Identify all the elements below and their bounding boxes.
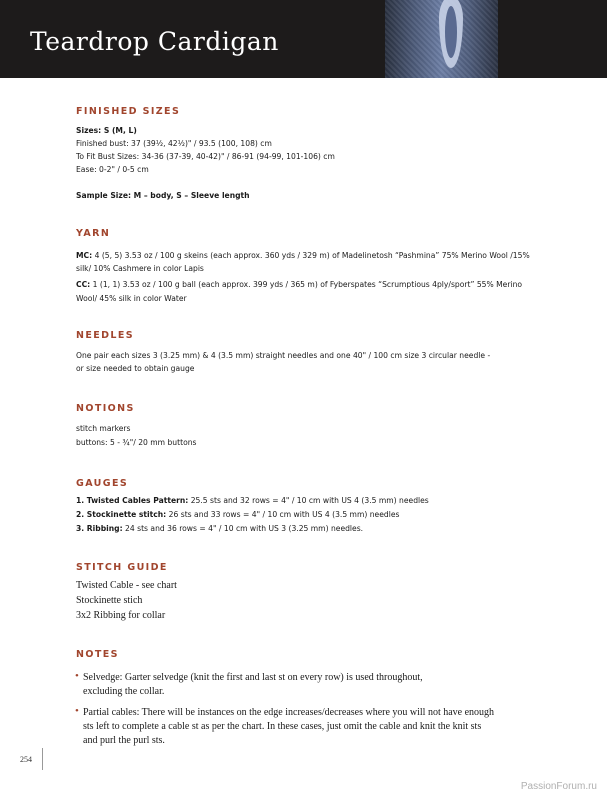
- sizes-text: Sizes: S (M, L): [76, 126, 137, 135]
- yarn-mc-line2: silk/ 10% Cashmere in color Lapis: [76, 264, 204, 273]
- note-2-line3: and purl the purl sts.: [83, 735, 165, 746]
- stitch-guide-item-1: Twisted Cable - see chart: [76, 580, 177, 591]
- notions-heading: NOTIONS: [76, 403, 135, 414]
- page-number-rule: [42, 748, 43, 770]
- cardigan-photo: [385, 0, 498, 78]
- notions-line1: stitch markers: [76, 424, 131, 433]
- needles-heading: NEEDLES: [76, 330, 135, 341]
- note-1-line1: Selvedge: Garter selvedge (knit the first and last st on every row) is used throughout,: [83, 672, 423, 683]
- gauge-text-2: 26 sts and 33 rows = 4" / 10 cm with US 4 (3.5 mm) needles: [168, 510, 400, 519]
- page-title: Teardrop Cardigan: [30, 27, 279, 56]
- gauges-heading: GAUGES: [76, 478, 129, 489]
- finished-sizes-heading: FINISHED SIZES: [76, 106, 181, 117]
- finished-bust: Finished bust: 37 (39½, 42½)" / 93.5 (100, 108) cm: [76, 139, 272, 148]
- note-2-line2: sts left to complete a cable st as per the chart. In these cases, just omit the cable and knit the knit sts: [83, 721, 482, 732]
- title-banner: [0, 0, 607, 78]
- sizes-label: [76, 126, 137, 136]
- page-number: 254: [20, 755, 32, 764]
- teardrop-inner: [445, 6, 457, 58]
- note-1-line2: excluding the collar.: [83, 686, 165, 697]
- gauge-text-3: 24 sts and 36 rows = 4" / 10 cm with US 3 (3.25 mm) needles.: [125, 524, 364, 533]
- fit-bust: To Fit Bust Sizes: 34-36 (37-39, 40-42)" / 86-91 (94-99, 101-106) cm: [76, 152, 335, 161]
- cc-label: CC:: [76, 280, 91, 289]
- gauge-label-2: 2. Stockinette stitch:: [76, 510, 167, 519]
- note-2-line1: Partial cables: There will be instances on the edge increases/decreases where you will not have enough: [83, 707, 495, 718]
- gauge-label-1: 1. Twisted Cables Pattern:: [76, 496, 189, 505]
- yarn-cc-line1: [76, 280, 522, 290]
- watermark: PassionForum.ru: [520, 781, 597, 792]
- gauge-item-3: [76, 524, 363, 534]
- yarn-heading: YARN: [76, 228, 111, 239]
- cc-text: 1 (1, 1) 3.53 oz / 100 g ball (each approx. 399 yds / 365 m) of Fyberspates “Scrumptious 4ply/sport” 55% Merino: [92, 280, 523, 289]
- needles-line1: One pair each sizes 3 (3.25 mm) & 4 (3.5 mm) straight needles and one 40" / 100 cm size 3 circular needle -: [76, 351, 491, 360]
- gauge-text-1: 25.5 sts and 32 rows = 4" / 10 cm with US 4 (3.5 mm) needles: [190, 496, 429, 505]
- note-bullet-2: •: [75, 705, 79, 717]
- yarn-mc-line1: [76, 251, 530, 261]
- stitch-guide-heading: STITCH GUIDE: [76, 562, 168, 573]
- ease: Ease: 0-2" / 0-5 cm: [76, 165, 149, 174]
- notions-line2: buttons: 5 - ¾"/ 20 mm buttons: [76, 438, 197, 447]
- mc-label: MC:: [76, 251, 93, 260]
- sample-size-text: Sample Size: M – body, S – Sleeve length: [76, 191, 250, 200]
- gauge-label-3: 3. Ribbing:: [76, 524, 123, 533]
- mc-text: 4 (5, 5) 3.53 oz / 100 g skeins (each approx. 360 yds / 329 m) of Madelinetosh “Pashmina” 75% Merino Wool /15%: [94, 251, 530, 260]
- stitch-guide-item-2: Stockinette stich: [76, 595, 143, 606]
- needles-line2: or size needed to obtain gauge: [76, 364, 195, 373]
- sample-size: [76, 191, 250, 201]
- gauge-item-1: [76, 496, 429, 506]
- notes-heading: NOTES: [76, 649, 119, 660]
- yarn-cc-line2: Wool/ 45% silk in color Water: [76, 294, 187, 303]
- note-bullet-1: •: [75, 670, 79, 682]
- gauge-item-2: [76, 510, 399, 520]
- stitch-guide-item-3: 3x2 Ribbing for collar: [76, 610, 166, 621]
